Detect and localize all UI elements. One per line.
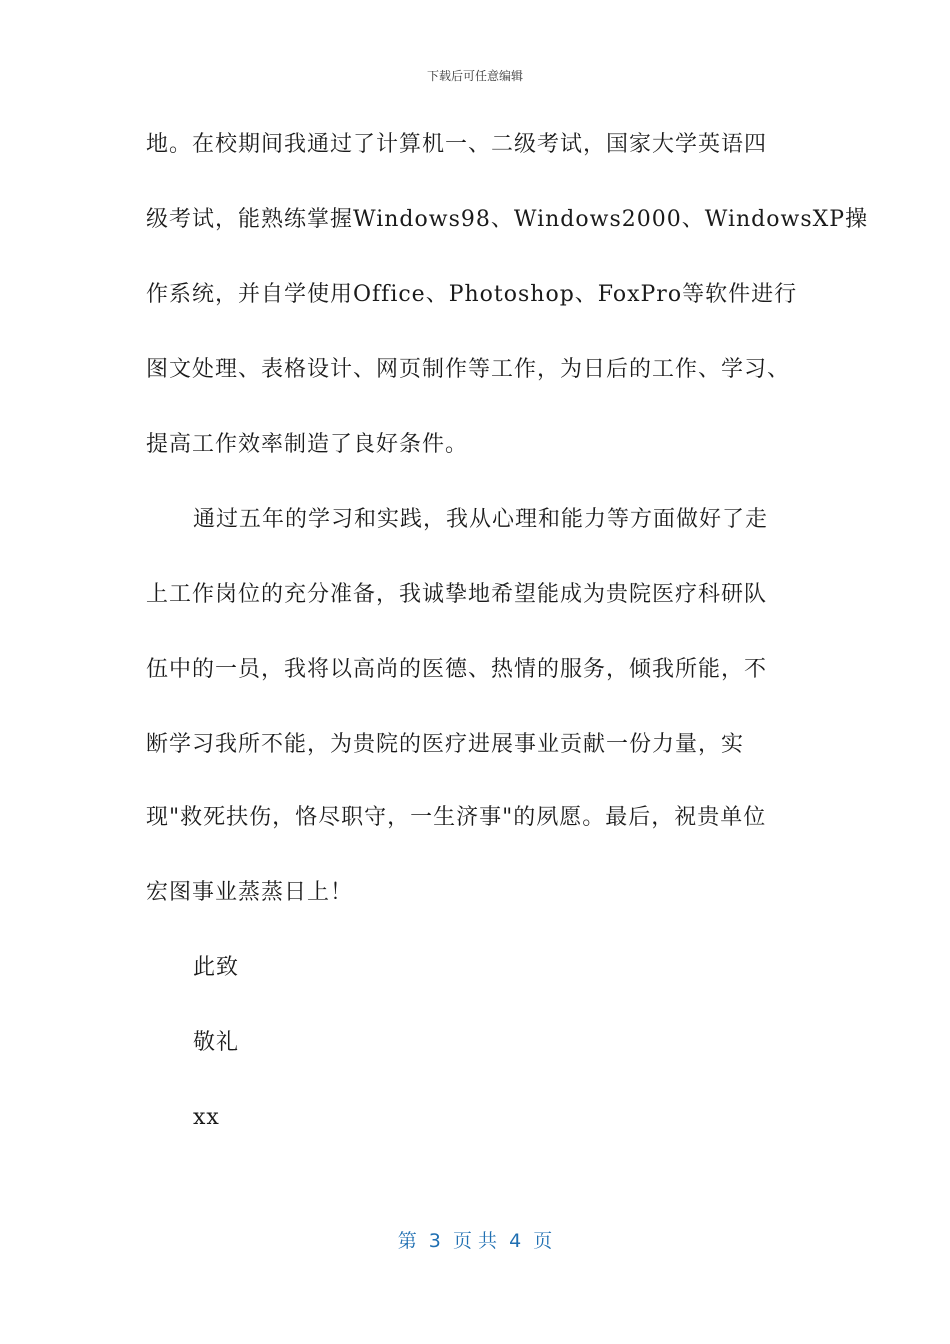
paragraph-line: 图文处理、表格设计、网页制作等工作，为日后的工作、学习、 <box>146 357 791 382</box>
paragraph-line: 地。在校期间我通过了计算机一、二级考试，国家大学英语四 <box>146 132 768 157</box>
paragraph-line: 通过五年的学习和实践，我从心理和能力等方面做好了走 <box>193 507 769 532</box>
closing-regards: 敬礼 <box>193 1030 240 1055</box>
page-header-note: 下载后可任意编辑 <box>426 69 523 83</box>
paragraph-line: 断学习我所不能，为贵院的医疗进展事业贡献一份力量，实 <box>146 732 745 757</box>
closing-salutation: 此致 <box>193 955 240 980</box>
page-footer-number: 第 3 页 共 4 页 <box>397 1230 553 1252</box>
paragraph-line: 级考试，能熟练掌握Windows98、Windows2000、WindowsXP操 <box>146 207 869 232</box>
paragraph-line: 提高工作效率制造了良好条件。 <box>146 432 469 457</box>
paragraph-line: 现"救死扶伤，恪尽职守，一生济事"的夙愿。最后，祝贵单位 <box>146 805 767 830</box>
paragraph-line: 作系统，并自学使用Office、Photoshop、FoxPro等软件进行 <box>146 282 798 307</box>
paragraph-line: 宏图事业蒸蒸日上！ <box>146 880 354 905</box>
paragraph-line: 上工作岗位的充分准备，我诚挚地希望能成为贵院医疗科研队 <box>146 582 768 607</box>
paragraph-line: 伍中的一员，我将以高尚的医德、热情的服务，倾我所能，不 <box>146 657 768 682</box>
signature: xx <box>193 1105 220 1130</box>
